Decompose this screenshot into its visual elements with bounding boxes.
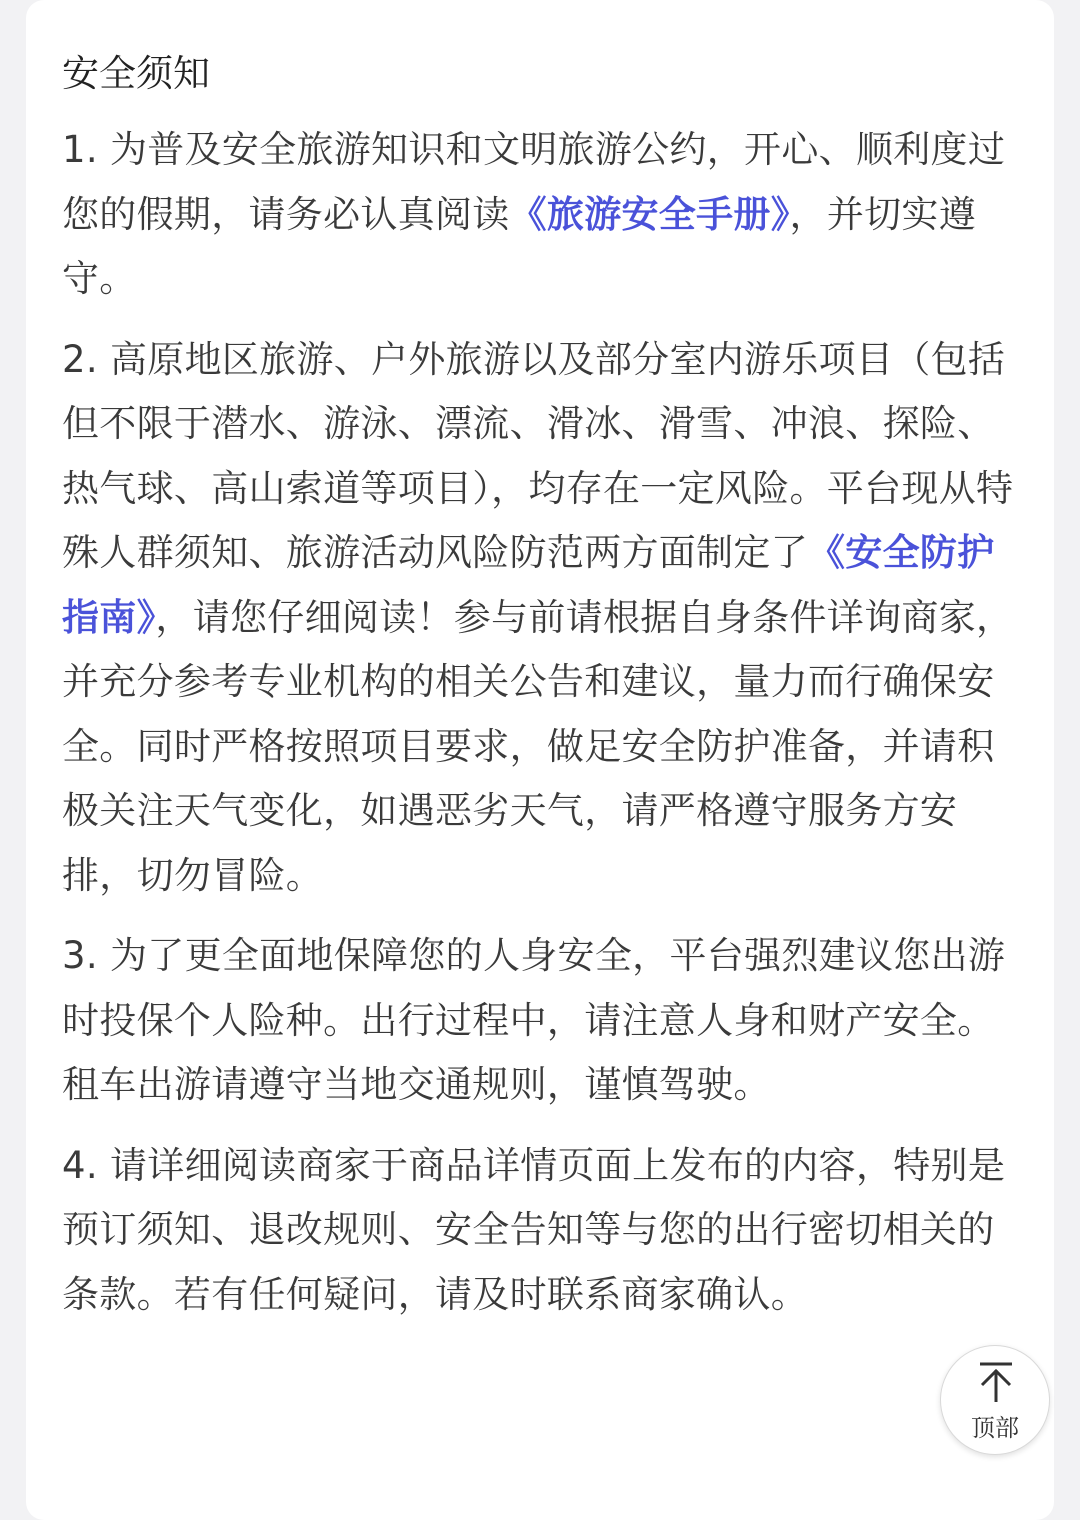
notice-item-3: 3. 为了更全面地保障您的人身安全，平台强烈建议您出游时投保个人险种。出行过程中，请注意人身和财产安全。租车出游请遵守当地交通规则，谨慎驾驶。 [62,934,1006,1106]
safety-protection-guide-link[interactable]: 《安全防护指南》 [62,531,995,639]
notice-item-2-text: 2. 高原地区旅游、户外旅游以及部分室内游乐项目（包括但不限于潜水、游泳、漂流、滑冰、滑雪、冲浪、探险、热气球、高山索道等项目），均存在一定风险。平台现从特殊人群须知、旅游活动风险防范两方面制定了 [62,337,1014,574]
back-to-top-label: 顶部 [971,1414,1019,1442]
safety-notice-card [26,0,1054,1520]
travel-safety-handbook-link[interactable]: 《旅游安全手册》 [509,192,790,236]
notice-item-2-text-end: ，请您仔细阅读！参与前请根据自身条件详询商家，并充分参考专业机构的相关公告和建议，量力而行确保安全。同时严格按照项目要求，做足安全防护准备，并请积极关注天气变化，如遇恶劣天气，请严格遵守服务方安排，切勿冒险。 [62,595,1014,897]
notice-item-1 [62,118,1016,312]
arrow-up-icon [976,1360,1016,1404]
back-to-top-button[interactable] [940,1345,1050,1455]
section-title: 安全须知 [62,52,210,95]
notice-item-4: 4. 请详细阅读商家于商品详情页面上发布的内容，特别是预订须知、退改规则、安全告知等与您的出行密切相关的条款。若有任何疑问，请及时联系商家确认。 [62,1143,1006,1316]
notice-item-1-text-end: ，并切实遵守。 [62,192,977,300]
notice-item-1-text: 1. 为普及安全旅游知识和文明旅游公约，开心、顺利度过您的假期，请务必认真阅读 [62,128,1006,236]
notice-item-2 [62,328,1016,909]
